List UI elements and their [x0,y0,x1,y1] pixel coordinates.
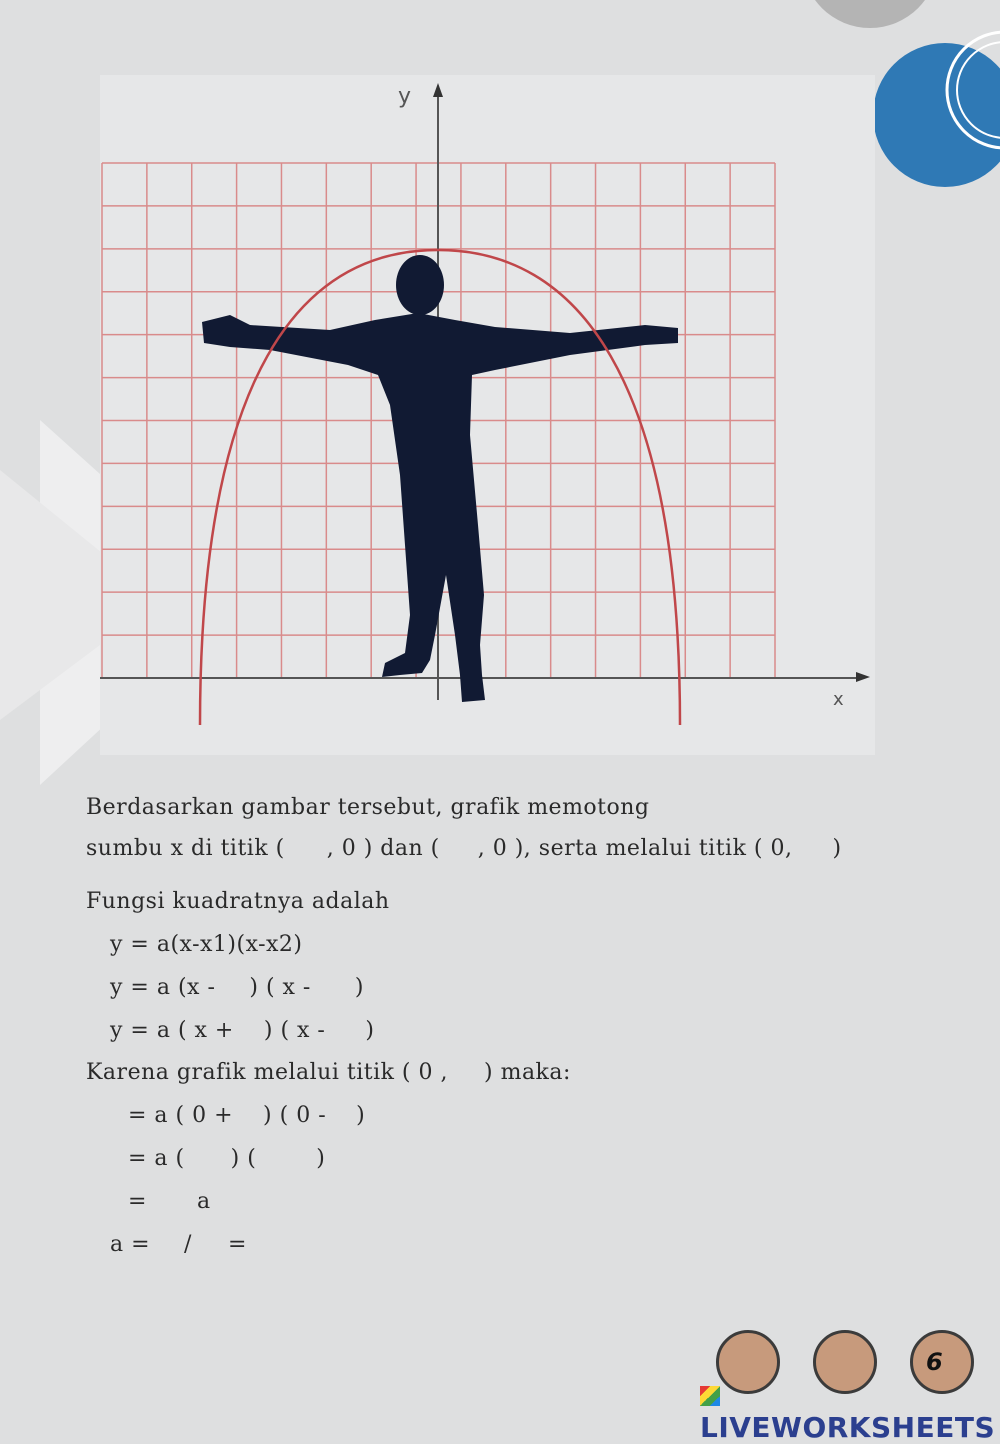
y-axis-arrow [433,83,443,97]
intersection-text-c: , 0 ), serta melalui titik ( 0, [477,836,793,861]
equation-general: y = a(x-x1)(x-x2) [110,932,303,957]
x-axis-label: x [833,689,844,710]
watermark-text: LIVEWORKSHEETS [700,1411,996,1444]
x-axis-arrow [856,672,870,682]
intersection-text-b: , 0 ) dan ( [326,836,440,861]
eq5-a: = a ( [128,1146,185,1171]
eq2-c: ) [354,975,364,1000]
intersection-text [86,834,842,864]
equation-step-2 [110,1016,374,1046]
eq2-b: ) ( x - [249,975,311,1000]
eq4-c: ) [356,1103,366,1128]
equation-step-6 [110,1230,247,1260]
eq3-b: ) ( x - [263,1018,326,1043]
equation-step-3 [128,1101,365,1131]
y-axis-label: y [398,84,412,109]
equation-step-1 [110,973,364,1003]
eq2-a: y = a (x - [110,975,216,1000]
eq5-c: ) [316,1146,326,1171]
liveworksheets-logo-icon [700,1386,720,1406]
equation-step-5 [128,1187,211,1217]
eq6-b: a [196,1189,211,1214]
equation-step-4 [128,1144,325,1174]
eq5-b: ) ( [230,1146,257,1171]
watermark [700,1378,1000,1444]
intersection-text-d: ) [832,836,842,861]
eq7-a: a = [110,1232,151,1257]
intro-text: Berdasarkan gambar tersebut, grafik memotong [86,795,650,820]
eq7-c: = [227,1232,247,1257]
intersection-text-a: sumbu x di titik ( [86,836,285,861]
page-number: 6 [926,1348,943,1376]
eq4-a: = a ( 0 + [128,1103,234,1128]
eq4-b: ) ( 0 - [263,1103,327,1128]
line4-b: ) maka: [484,1060,571,1085]
function-heading: Fungsi kuadratnya adalah [86,889,390,914]
parabola-figure [100,75,875,755]
line4-a: Karena grafik melalui titik ( 0 , [86,1060,448,1085]
eq6-a: = [128,1189,147,1214]
eq3-a: y = a ( x + [110,1018,234,1043]
substitution-text [86,1058,571,1088]
eq3-c: ) [365,1018,375,1043]
eq7-b: / [184,1232,192,1257]
